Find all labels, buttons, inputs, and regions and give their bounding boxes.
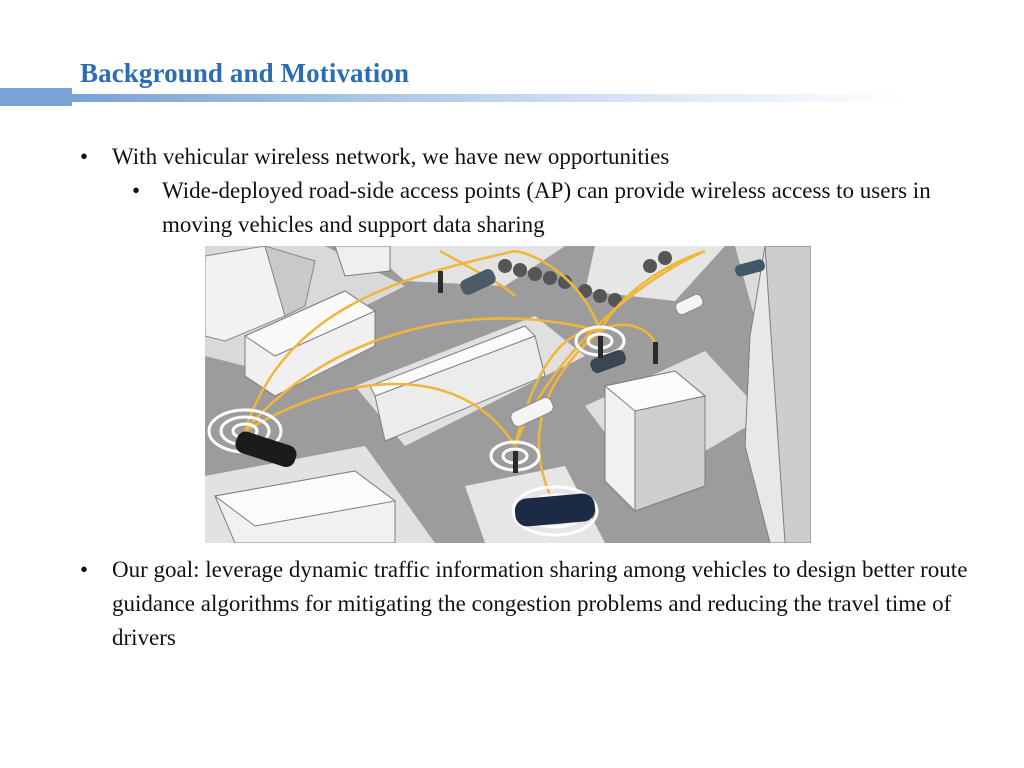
- slide-title: Background and Motivation: [80, 58, 410, 88]
- bullet-marker: •: [80, 557, 89, 582]
- vehicular-network-illustration: [205, 246, 811, 543]
- building: [335, 246, 390, 276]
- bullet-2-text: Our goal: leverage dynamic traffic information sharing among vehicles to design better route guidance algorithms for mitigating the congestion problems and reducing the travel time of drivers: [112, 557, 968, 650]
- title-underline-rule: [72, 94, 912, 102]
- city-network-svg: [205, 246, 811, 543]
- bullet-1-text: With vehicular wireless network, we have new opportunities: [112, 144, 670, 169]
- bullet-marker: •: [80, 144, 89, 169]
- sub-bullet-1-text: Wide-deployed road-side access points (AP) can provide wireless access to users in moving vehicles and support data sharing: [162, 178, 931, 237]
- building: [605, 371, 705, 511]
- bullet-marker: •: [132, 178, 141, 203]
- title-accent-bar: [0, 88, 72, 106]
